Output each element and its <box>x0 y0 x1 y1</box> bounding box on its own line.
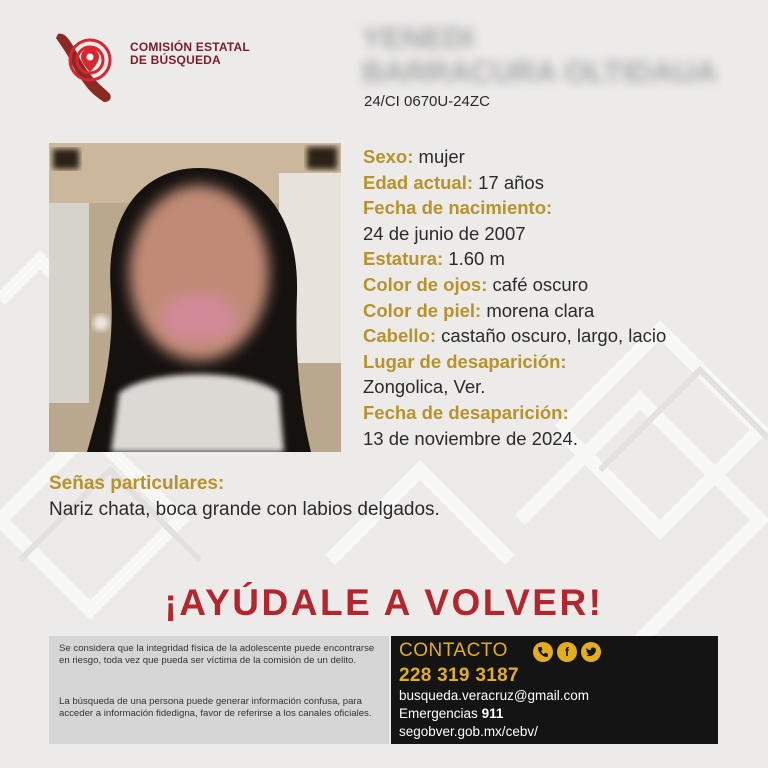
detail-estatura <box>363 246 763 272</box>
detail-label: Edad actual: <box>363 171 473 193</box>
detail-fecha-nacimiento-value <box>363 221 763 247</box>
phone-icon[interactable] <box>533 642 553 662</box>
detail-lugar-desaparicion <box>363 349 763 375</box>
detail-value: 13 de noviembre de 2024. <box>363 427 578 449</box>
detail-lugar-desaparicion-value <box>363 374 763 400</box>
detail-label: Lugar de desaparición: <box>363 350 567 372</box>
detail-value: Zongolica, Ver. <box>363 376 486 398</box>
detail-color-piel <box>363 298 763 324</box>
contact-phone[interactable]: 228 319 3187 <box>399 665 519 686</box>
detail-fecha-desaparicion <box>363 400 763 426</box>
logo <box>52 28 272 108</box>
detail-value: castaño oscuro, largo, lacio <box>441 325 667 347</box>
contact-icons <box>533 642 601 662</box>
detail-label: Fecha de desaparición: <box>363 401 569 423</box>
detail-value: mujer <box>418 146 465 167</box>
detail-value: morena clara <box>486 299 595 321</box>
detail-sexo <box>363 144 763 170</box>
detail-value: 17 años <box>478 171 544 193</box>
person-name-line1: YENEDI <box>362 22 474 55</box>
logo-line2: DE BÚSQUEDA <box>130 53 221 67</box>
detail-value: 24 de junio de 2007 <box>363 222 526 244</box>
person-photo <box>49 143 341 452</box>
detail-fecha-nacimiento <box>363 195 763 221</box>
person-name-line2: BARRACURA OLTIDAUA <box>362 56 717 89</box>
detail-label: Estatura: <box>363 248 444 270</box>
person-name <box>362 22 742 90</box>
detail-label: Fecha de nacimiento: <box>363 197 553 219</box>
contact-box <box>391 636 718 744</box>
detail-value: 1.60 m <box>448 248 505 270</box>
distinguishing-marks <box>49 471 440 523</box>
disclaimer-paragraph-2: La búsqueda de una persona puede generar información confusa, para acceder a información fidedigna, favor de referirse a los canales oficiales. <box>59 696 372 719</box>
detail-edad <box>363 170 763 196</box>
case-folio: 24/CI 0670U-24ZC <box>364 93 490 110</box>
detail-value: café oscuro <box>492 273 589 295</box>
detail-cabello <box>363 323 763 349</box>
logo-line1: COMISIÓN ESTATAL <box>130 40 250 54</box>
detail-fecha-desaparicion-value <box>363 426 763 452</box>
contact-email[interactable]: busqueda.veracruz@gmail.com <box>399 688 590 703</box>
detail-label: Color de piel: <box>363 299 482 321</box>
detail-color-ojos <box>363 272 763 298</box>
detail-label: Cabello: <box>363 325 436 347</box>
logo-emblem-icon <box>52 28 122 108</box>
contact-emergency <box>399 706 503 721</box>
distinguishing-marks-value: Nariz chata, boca grande con labios delgados. <box>49 499 440 520</box>
twitter-icon[interactable] <box>581 642 601 662</box>
detail-label: Sexo: <box>363 146 414 167</box>
disclaimer-paragraph-1: Se considera que la integridad física de la adolescente puede encontrarse en riesgo, toda vez que pueda ser víctima de la comisión de un delito. <box>59 643 375 666</box>
emergency-number[interactable]: 911 <box>481 706 504 721</box>
call-to-action-heading: ¡AYÚDALE A VOLVER! <box>164 582 604 623</box>
person-details <box>363 144 763 451</box>
distinguishing-marks-label: Señas particulares: <box>49 473 225 494</box>
detail-label: Color de ojos: <box>363 273 488 295</box>
emergency-label: Emergencias <box>399 706 478 721</box>
facebook-icon[interactable]: f <box>557 642 577 662</box>
contact-website[interactable]: segobver.gob.mx/cebv/ <box>399 724 538 739</box>
disclaimer-box <box>49 636 389 744</box>
contact-title: CONTACTO <box>399 640 508 661</box>
